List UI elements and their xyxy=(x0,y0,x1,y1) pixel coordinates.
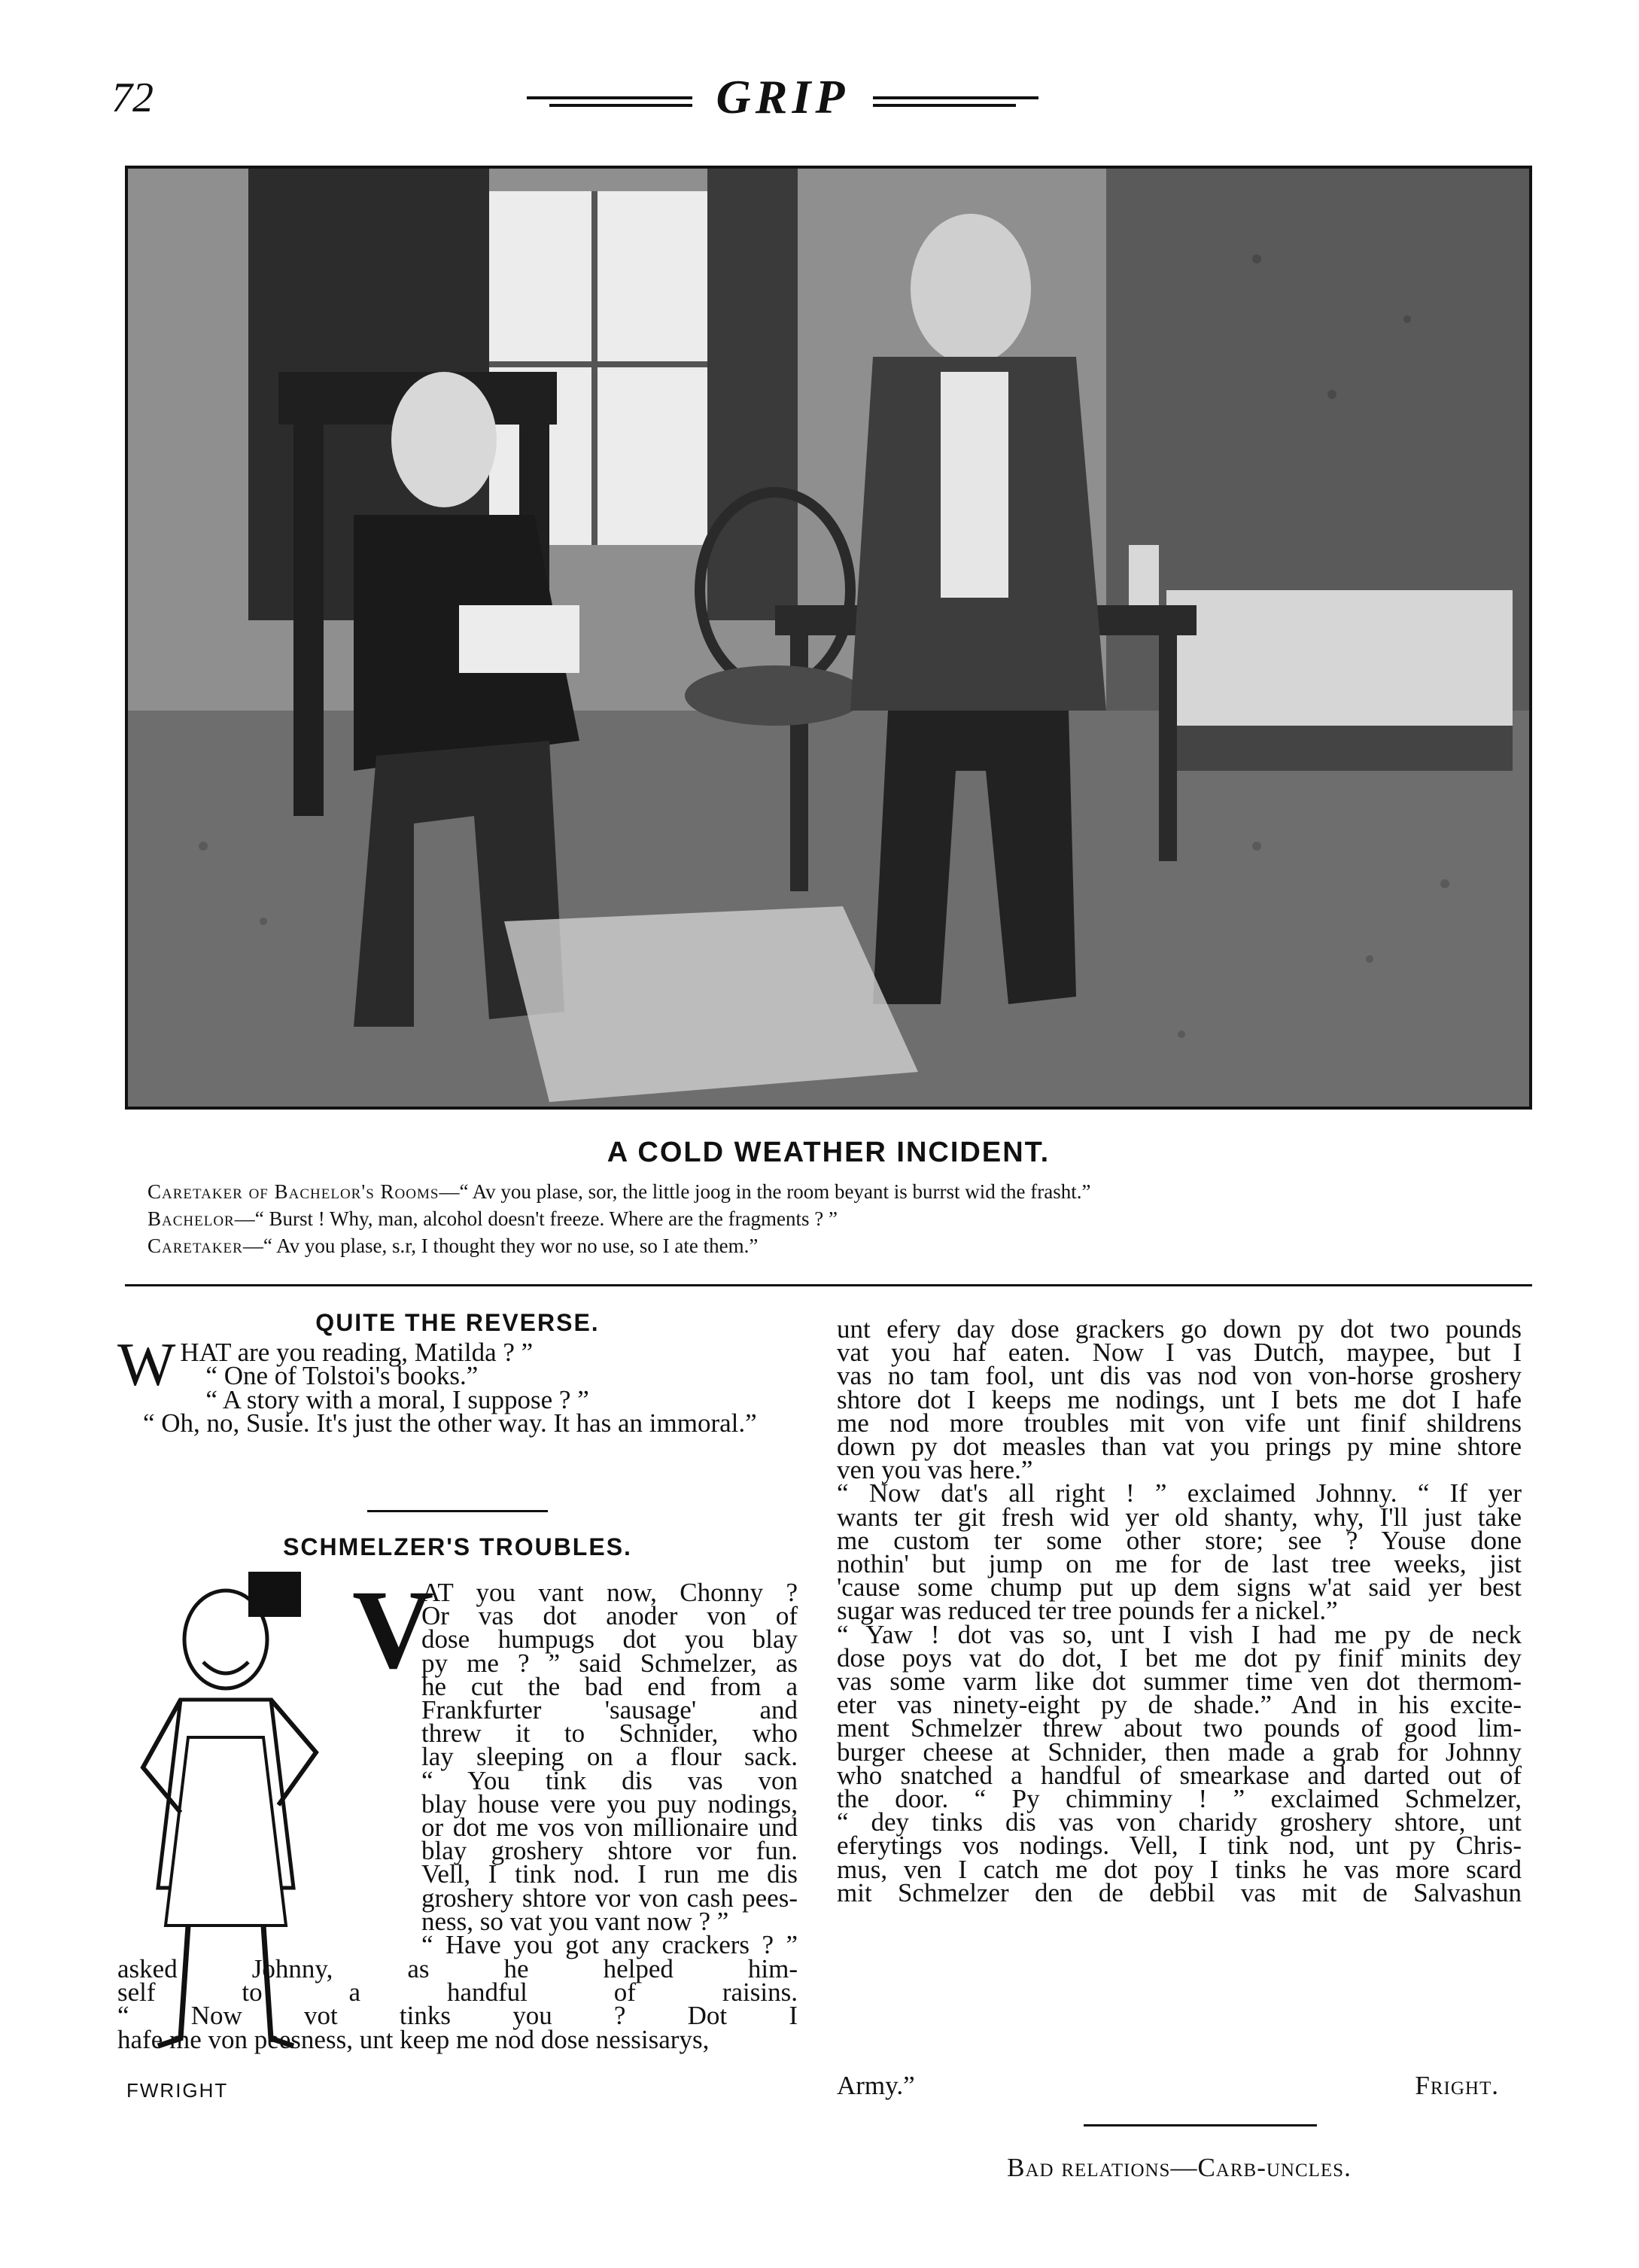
story-line: wants ter git fresh wid yer old shanty, why, I'll just take xyxy=(837,1502,1522,1532)
story-line: eter vas ninety-eight py de shade.” And in his excite- xyxy=(837,1690,1522,1720)
story-text-narrow xyxy=(421,1578,798,1960)
story-line: py me ? ” said Schmelzer, as xyxy=(421,1648,798,1678)
story-line: 'cause some chump put up dem signs w'at said yer best xyxy=(837,1572,1522,1603)
story-ending xyxy=(837,2071,1522,2100)
story-line: hafe me von peesness, unt keep me nod dose nessisarys, xyxy=(117,2024,710,2054)
story-author: Fright. xyxy=(1415,2071,1499,2100)
story-line: down py dot measles than vat you prings py mine shtore xyxy=(837,1432,1522,1462)
story-line: ness, so vat you vant now ? ” xyxy=(421,1906,729,1936)
story-line: the door. “ Py chimminy ! ” exclaimed Schmelzer, xyxy=(837,1784,1522,1814)
caption-speaker: Caretaker of Bachelor's Rooms xyxy=(147,1180,439,1203)
story-line: threw it to Schnider, who xyxy=(421,1719,798,1749)
story-line: vat you haf eaten. Now I vas Dutch, maypee, but I xyxy=(837,1338,1522,1368)
story-line: shtore dot I keeps me nodings, unt I bets me dot I hafe xyxy=(837,1384,1522,1414)
story-line: mit Schmelzer den de debbil vas mit de Salvashun xyxy=(837,1877,1522,1907)
story-line: “ Now dat's all right ! ” exclaimed Johnny. “ If yer xyxy=(837,1478,1522,1508)
article-title: SCHMELZER'S TROUBLES. xyxy=(283,1533,632,1560)
story-line: blay groshery shtore vor fun. xyxy=(421,1836,798,1866)
story-line: self to a handful of raisins. xyxy=(117,1977,798,2008)
story-line: mus, ven I catch me dot poy I tinks he vas more scard xyxy=(837,1854,1522,1884)
caption-line xyxy=(147,1234,1525,1258)
article-paragraph: WHAT are you reading, Matilda ? ” xyxy=(117,1330,534,1399)
story-line: AT you vant now, Chonny ? xyxy=(421,1578,798,1607)
caption-line xyxy=(147,1207,1525,1231)
caption-speaker: Bachelor xyxy=(147,1207,235,1230)
story-line: “ Now vot tinks you ? Dot I xyxy=(117,2001,798,2031)
caption-text: —“ Av you plase, s.r, I thought they wor no use, so I ate them.” xyxy=(242,1234,759,1257)
story-text-wide xyxy=(117,1954,798,2054)
story-line: burger cheese at Schnider, then made a grab for Johnny xyxy=(837,1737,1522,1767)
caption-speaker: Caretaker xyxy=(147,1234,243,1257)
drop-cap: V xyxy=(352,1567,434,1692)
joke-bad-relations: Bad relations—Carb-uncles. xyxy=(1007,2153,1352,2182)
story-line: vas no tam fool, unt dis vas nod von von-horse groshery xyxy=(837,1361,1522,1391)
article-title: QUITE THE REVERSE. xyxy=(315,1309,600,1336)
story-line: ven you vas here.” xyxy=(837,1455,1033,1485)
story-line: “ Yaw ! dot vas so, unt I vish I had me py de neck xyxy=(837,1619,1522,1649)
section-divider xyxy=(125,1284,1532,1286)
story-line: “ dey tinks dis vas von charidy groshery shtore, unt xyxy=(837,1807,1522,1837)
story-line: Or vas dot anoder von of xyxy=(421,1601,798,1631)
story-line: unt efery day dose grackers go down py dot two pounds xyxy=(837,1314,1522,1344)
left-column-story xyxy=(117,1533,798,1560)
story-line: vas some varm like dot summer time ven dot thermom- xyxy=(837,1667,1522,1697)
story-line: me custom ter some other store; see ? Youse done xyxy=(837,1525,1522,1555)
caption-line xyxy=(147,1180,1525,1204)
story-line: Vell, I tink nod. I run me dis xyxy=(421,1859,798,1889)
story-line: “ You tink dis vas von xyxy=(421,1765,798,1795)
story-line: asked Johnny, as he helped him- xyxy=(117,1954,798,1983)
story-line: nothin' but jump on me for de last tree weeks, jist xyxy=(837,1549,1522,1579)
story-line: ment Schmelzer threw about two pounds of good lim- xyxy=(837,1713,1522,1743)
page-number: 72 xyxy=(111,75,154,121)
drop-cap: W xyxy=(117,1330,176,1399)
right-column xyxy=(837,1314,1522,1907)
left-column xyxy=(117,1309,798,1438)
story-line: blay house vere you puy nodings, xyxy=(421,1789,798,1819)
cartoon-illustration xyxy=(125,166,1532,1110)
story-line: sugar was reduced ter tree pounds fer a nickel.” xyxy=(837,1596,1338,1626)
caption-text: —“ Burst ! Why, man, alcohol doesn't freeze. Where are the fragments ? ” xyxy=(234,1207,838,1230)
story-line: lay sleeping on a flour sack. xyxy=(421,1742,798,1772)
story-line: dose poys vat do dot, I bet me dot py finif minits dey xyxy=(837,1642,1522,1673)
story-line: groshery shtore vor von cash pees- xyxy=(421,1883,798,1913)
story-line: me nod more troubles mit von vife unt finif shildrens xyxy=(837,1408,1522,1438)
story-line: who snatched a handful of smearkase and darted out of xyxy=(837,1760,1522,1790)
section-divider xyxy=(1084,2124,1317,2126)
cartoon-title: A COLD WEATHER INCIDENT. xyxy=(607,1137,1051,1168)
masthead xyxy=(527,69,1038,129)
article-paragraph: “ One of Tolstoi's books.” xyxy=(205,1361,479,1391)
article-paragraph: “ A story with a moral, I suppose ? ” xyxy=(205,1384,589,1414)
section-divider xyxy=(367,1510,548,1512)
artist-signature: FWRIGHT xyxy=(126,2079,229,2102)
story-line: or dot me vos von millionaire und xyxy=(421,1813,798,1843)
story-line: eferytings vos nodings. Vell, I tink nod, unt py Chris- xyxy=(837,1831,1522,1861)
story-line: Frankfurter 'sausage' and xyxy=(421,1695,798,1725)
caption-text: —“ Av you plase, sor, the little joog in the room beyant is burrst wid the frasht.” xyxy=(439,1180,1091,1203)
story-line: “ Have you got any crackers ? ” xyxy=(421,1930,798,1960)
story-line: he cut the bad end from a xyxy=(421,1671,798,1701)
magazine-title: GRIP xyxy=(716,70,850,123)
article-paragraph: “ Oh, no, Susie. It's just the other way. It has an immoral.” xyxy=(143,1408,757,1438)
story-last-line: Army.” xyxy=(837,2071,915,2100)
story-line: dose humpugs dot you blay xyxy=(421,1624,798,1655)
